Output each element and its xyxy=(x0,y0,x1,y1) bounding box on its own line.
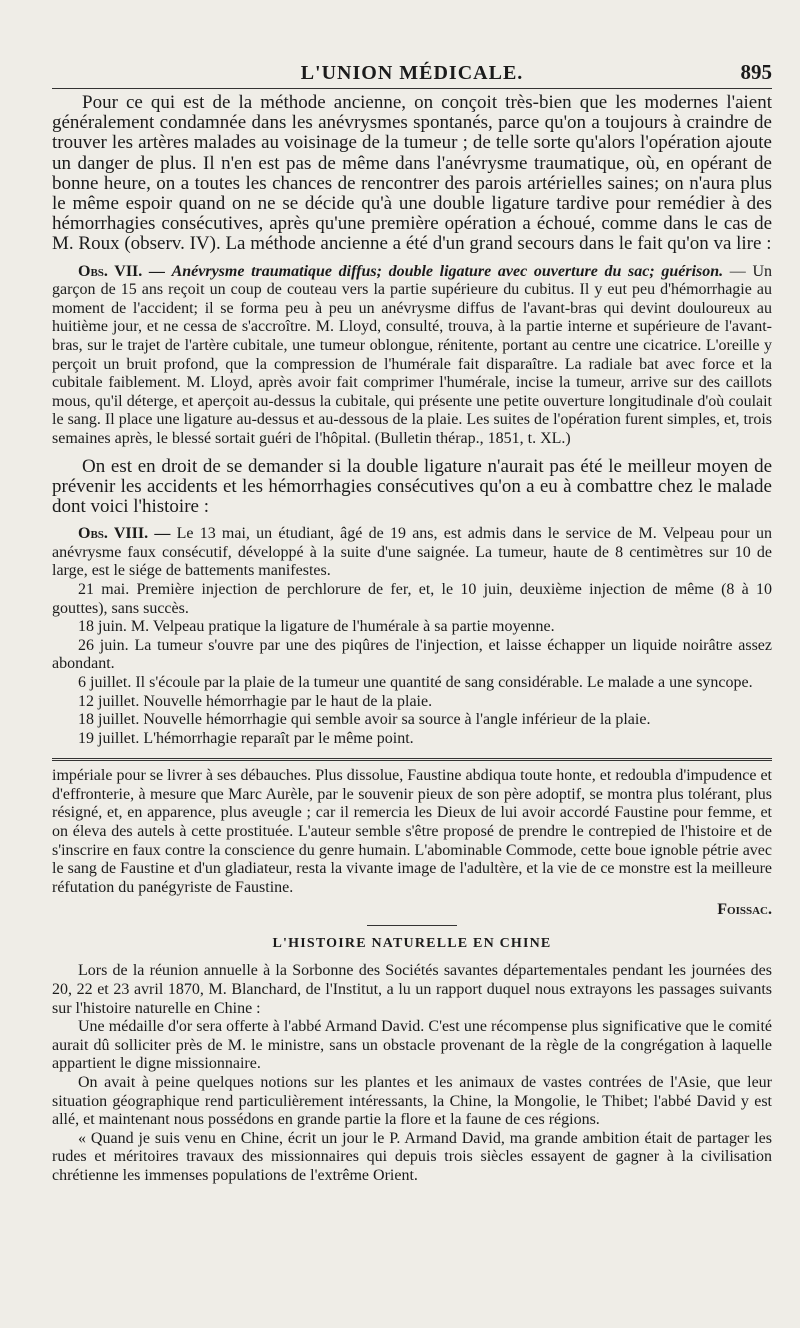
section-paragraph: « Quand je suis venu en Chine, écrit un jour le P. Armand David, ma grande ambition était de partager les rudes et méritoires travaux des missionnaires qui depuis trois siècles essayent de gagner à la civilisation chrétienne les immenses populations de l'extrême Orient. xyxy=(52,1129,772,1184)
section-title: L'HISTOIRE NATURELLE EN CHINE xyxy=(272,936,552,952)
diary-entry: 18 juin. M. Velpeau pratique la ligature de l'humérale à sa partie moyenne. xyxy=(78,618,555,636)
feuilleton-text: impériale pour se livrer à ses débauches. Plus dissolue, Faustine abdiqua toute honte, et redoubla d'impudence et d'effronterie, à mesure que Marc Aurèle, par le souvenir pieux de son père adoptif, se montra plus tolérant, plus résigné, et, en apparence, plus aveugle ; car il remercia les Dieux de lui avoir accordé Faustine pour femme, et on éleva des autels à cette prostituée. L'auteur semble s'être proposé de prendre le contrepied de l'histoire et de s'inscrire en faux contre la conscience du genre humain. L'abominable Commode, cette boue ignoble pétrie avec le sang de Faustine et d'un gladiateur, resta la vivante image de l'adultère, et la vie de ce monstre est la meilleure réfutation du panégyriste de Faustine. xyxy=(52,767,772,896)
section-divider xyxy=(367,925,457,926)
diary-entry: 18 juillet. Nouvelle hémorrhagie qui semble avoir sa source à l'angle inférieur de la plaie. xyxy=(78,711,651,729)
observation-viii-body: Le 13 mai, un étudiant, âgé de 19 ans, est admis dans le service de M. Velpeau pour un anévrysme faux consécutif, développé à la suite d'une saignée. La tumeur, haute de 8 centimètres sur 10 de large, est le siége de battements manifestes. xyxy=(52,525,772,580)
running-title: L'UNION MÉDICALE. xyxy=(300,62,524,84)
diary-entry: 26 juin. La tumeur s'ouvre par une des piqûres de l'injection, et laisse échapper un liquide noirâtre assez abondant. xyxy=(52,636,772,673)
section-paragraph: On avait à peine quelques notions sur les plantes et les animaux de vastes contrées de l'Asie, que leur situation géographique rend particulièrement intéressants, la Chine, la Mongolie, le Thibet; l'abbé David y est allé, et maintenant nous possédons en grande partie la flore et la faune de ces régions. xyxy=(52,1074,772,1129)
observation-viii-diary xyxy=(52,581,772,748)
observation-viii xyxy=(52,525,772,581)
diary-entry: 6 juillet. Il s'écoule par la plaie de la tumeur une quantité de sang considérable. Le malade a une syncope. xyxy=(78,673,753,691)
page-header xyxy=(52,42,772,82)
section-paragraph: Lors de la réunion annuelle à la Sorbonne des Sociétés savantes départementales pendant les journées des 20, 22 et 23 avril 1870, M. Blanchard, de l'Institut, a lu un rapport duquel nous extrayons les passages suivants sur l'histoire naturelle en Chine : xyxy=(52,962,772,1017)
paragraph-methode-ancienne: Pour ce qui est de la méthode ancienne, on conçoit très-bien que les modernes l'aient généralement condamnée dans les anévrysmes spontanés, parce qu'on a toujours à craindre de trouver les artères malades au voisinage de la tumeur ; de telle sorte qu'alors l'opération ajoute un danger de plus. Il n'en est pas de même dans l'anévrysme traumatique, où, en opérant de bonne heure, on a toutes les chances de rencontrer des parois artérielles saines; on n'aura plus le même espoir quand on ne se décide qu'à une double ligature tardive pour remédier à des hémorrhagies consécutives, après qu'une première opération a échoué, comme dans le cas de M. Roux (observ. IV). La méthode ancienne a été d'un grand secours dans le fait qu'on va lire : xyxy=(52,92,772,255)
page-number: 895 xyxy=(740,60,772,84)
observation-vii-heading: Obs. VII. — xyxy=(78,262,165,280)
observation-vii xyxy=(52,263,772,449)
paragraph-double-ligature: On est en droit de se demander si la double ligature n'aurait pas été le meilleur moyen de prévenir les accidents et les hémorrhagies consécutives qu'on a eu à combattre chez le malade dont voici l'histoire : xyxy=(52,455,772,517)
header-rule xyxy=(52,88,772,89)
section-paragraph: Une médaille d'or sera offerte à l'abbé Armand David. C'est une récompense plus significative que le comité aurait dû solliciter près de M. le ministre, sans un obstacle provenant de la règle de la congrégation à laquelle appartient le digne missionnaire. xyxy=(52,1018,772,1073)
author-signature: Foissac. xyxy=(717,901,772,919)
observation-vii-title: Anévrysme traumatique diffus; double ligature avec ouverture du sac; guérison. xyxy=(171,262,724,280)
diary-entry: 12 juillet. Nouvelle hémorrhagie par le haut de la plaie. xyxy=(78,692,433,710)
observation-vii-body: — Un garçon de 15 ans reçoit un coup de couteau vers la partie supérieure du cubitus. Il y eut peu d'hémorrhagie au moment de l'accident; il se forma peu à peu un anévrysme diffus de l'avant-bras qui devint douloureux au huitième jour, et ne cessa de s'accroître. M. Lloyd, consulté, trouva, à la partie interne et supérieure de l'avant-bras, sur le trajet de l'artère cubitale, une tumeur oblongue, rénitente, portant au centre une cicatrice. L'oreille y perçoit un bruit profond, que la compression de l'humérale fait disparaître. La radiale bat avec force et la cubitale faiblement. M. Lloyd, après avoir fait comprimer l'humérale, incise la tumeur, arrive sur des caillots mous, qu'il déterge, et aperçoit au-dessus la cubitale, qui présente une petite ouverture longitudinale d'où coulait le sang. Il place une ligature au-dessus et au-dessous de la plaie. Les suites de l'opération furent simples, et, trois semaines après, le blessé sortait guéri de l'hôpital. (Bulletin thérap., 1851, t. XL.) xyxy=(52,262,773,447)
observation-viii-heading: Obs. VIII. — xyxy=(78,525,171,543)
diary-entry: 21 mai. Première injection de perchlorure de fer, et, le 10 juin, deuxième injection de même (8 à 10 gouttes), sans succès. xyxy=(52,580,772,617)
feuilleton-separator xyxy=(52,758,772,761)
diary-entry: 19 juillet. L'hémorrhagie reparaît par le même point. xyxy=(78,729,414,747)
